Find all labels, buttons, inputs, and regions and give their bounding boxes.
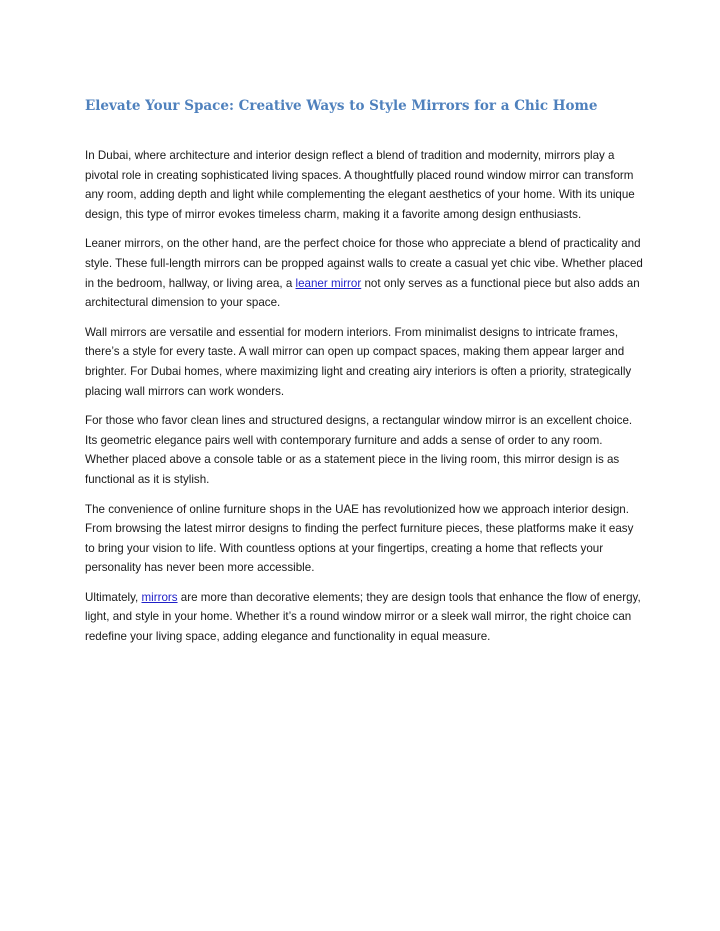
paragraph-1: In Dubai, where architecture and interior design reflect a blend of tradition and modernity, mirrors play a pivotal role in creating sophisticated living spaces. A thoughtfully placed round window mirror can transform any room, adding depth and light while complementing the elegant aesthetics of your home. With its unique design, this type of mirror evokes timeless charm, making it a favorite among design enthusiasts. xyxy=(85,149,635,221)
paragraph-6 xyxy=(85,588,645,647)
mirrors-link[interactable]: mirrors xyxy=(141,590,178,604)
paragraph-3: Wall mirrors are versatile and essential for modern interiors. From minimalist designs to intricate frames, there’s a style for every taste. A wall mirror can open up compact spaces, making them appear larger and brighter. For Dubai homes, where maximizing light and creating airy interiors is often a priority, strategically placing wall mirrors can work wonders. xyxy=(85,325,632,398)
paragraph-4: For those who favor clean lines and structured designs, a rectangular window mirror is an excellent choice. Its geometric elegance pairs well with contemporary furniture and adds a sense of order to any room. Whether placed above a console table or as a statement piece in the living room, this mirror design is as functional as it is stylish. xyxy=(85,414,633,486)
paragraph-2-text-before: Leaner mirrors, on the other hand, are the perfect choice for those who appreciate a blend of practicality and style. These full-length mirrors can be propped against walls to create a casual yet chic vibe. Whether placed in the bedroom, hallway, or living area, a xyxy=(85,237,643,290)
leaner-mirror-link[interactable]: leaner mirror xyxy=(295,276,362,290)
page-title: Elevate Your Space: Creative Ways to Style Mirrors for a Chic Home xyxy=(85,98,598,114)
paragraph-5: The convenience of online furniture shops in the UAE has revolutionized how we approach interior design. From browsing the latest mirror designs to finding the perfect furniture pieces, these platforms make it easy to bring your vision to life. With countless options at your fingertips, creating a home that reflects your personality has never been more accessible. xyxy=(85,502,634,575)
paragraph-2 xyxy=(85,234,645,312)
paragraph-6-text-before: Ultimately, xyxy=(85,590,142,604)
article-body xyxy=(85,146,645,657)
paragraph-6-text-after: are more than decorative elements; they are design tools that enhance the flow of energy, light, and style in your home. Whether it’s a round window mirror or a sleek wall mirror, the right choice can redefine your living space, adding elegance and functionality in equal measure. xyxy=(85,590,641,644)
paragraph-2-text-after: not only serves as a functional piece but also adds an architectural dimension to your space. xyxy=(85,276,640,310)
